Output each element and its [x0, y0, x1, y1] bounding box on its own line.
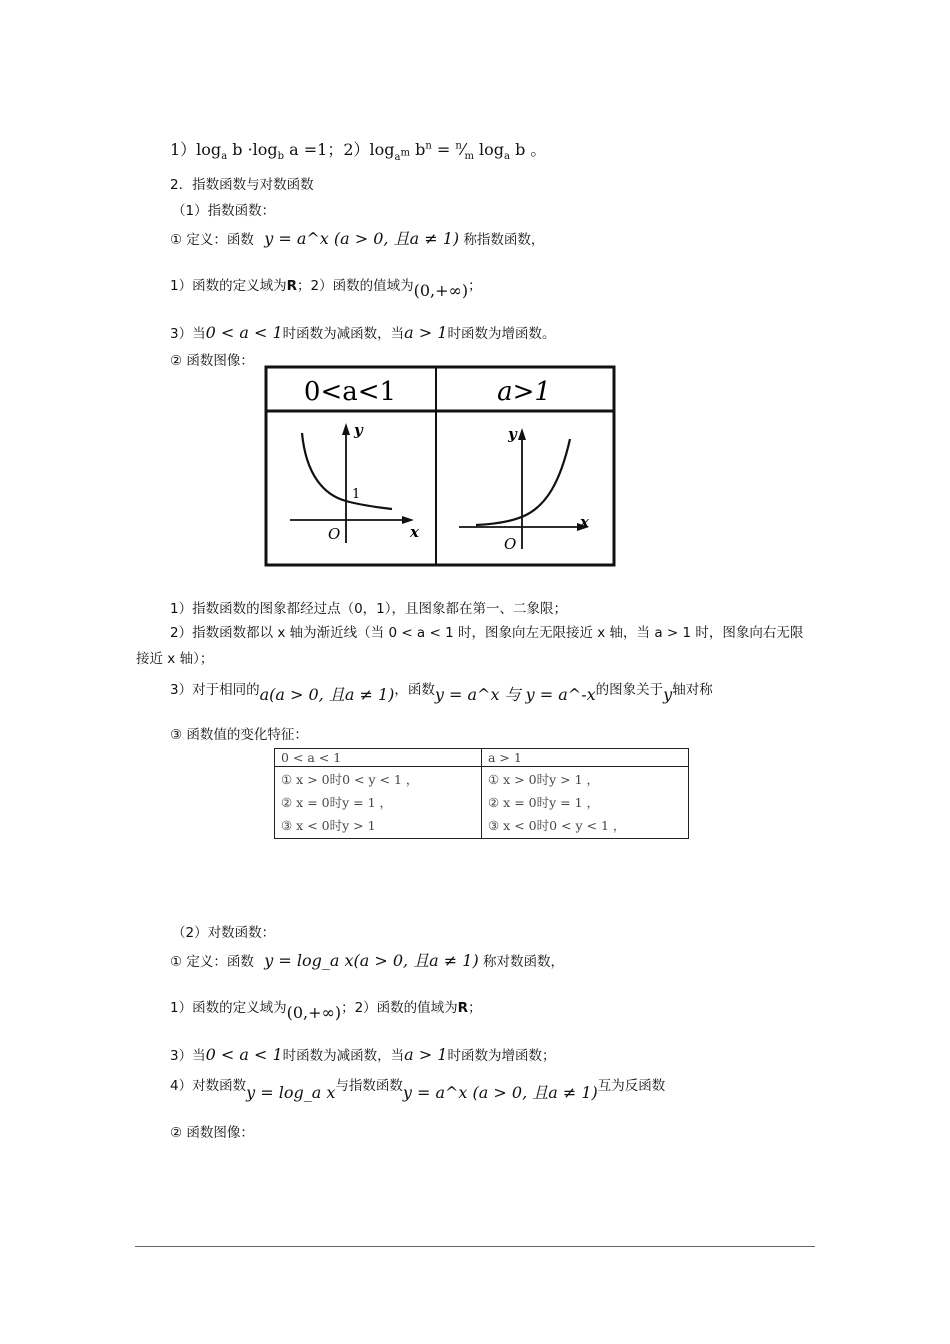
table-left-item: ① x > 0时0 < y < 1 ， [281, 772, 419, 787]
log-mono-d: a > 1 [404, 1045, 448, 1064]
graph-head-left: 0<a<1 [303, 377, 397, 407]
exp-domain-label: 1）函数的定义域为 [170, 278, 287, 294]
table-row [275, 767, 689, 839]
exp-domain-range [170, 276, 482, 300]
exp-definition [170, 230, 544, 249]
prop3-f: y [663, 685, 673, 704]
log-domain-range [170, 998, 482, 1022]
left-y-label: y [354, 421, 363, 439]
right-y-label: y [508, 425, 517, 443]
table-head-right: a > 1 [482, 749, 689, 767]
value-change-table [274, 748, 689, 839]
table-right-item: ① x > 0时y > 1 ， [488, 772, 600, 787]
footer-rule [135, 1246, 815, 1247]
left-one-label: 1 [352, 487, 361, 502]
right-x-label: x [580, 513, 589, 531]
log-domain-label: 1）函数的定义域为 [170, 1000, 287, 1016]
exp-domain-value: R [286, 278, 297, 294]
log-graph-title: ② 函数图像： [170, 1125, 254, 1141]
log-domain-value: (0,+∞) [286, 1003, 342, 1022]
log-range-value: R [457, 1000, 469, 1016]
exp-def-label: ① 定义：函数 [170, 232, 254, 248]
log-mono-a: 3）当 [170, 1048, 206, 1064]
log-inv-a: 4）对数函数 [170, 1078, 247, 1094]
exp-mono-a: 3）当 [170, 326, 206, 342]
log-inverse [170, 1076, 666, 1102]
left-x-label: x [410, 523, 419, 541]
exp-property-1: 1）指数函数的图象都经过点（0，1），且图象都在第一、二象限； [170, 601, 568, 617]
log-identities-text: $1)\log_a$ $b \cdot\log_b$ a =1；$2)\log_{a^m}$ $b^n$ = $^n⁄_m$ $\log_a b$ 。 [170, 140, 547, 163]
log-identities-line [170, 138, 546, 167]
prop3-d: y = a^x 与 y = a^-x [434, 685, 596, 704]
log-inv-e: 互为反函数 [597, 1078, 666, 1094]
log-def-label: ① 定义：函数 [170, 954, 254, 970]
table-head-left: 0 < a < 1 [275, 749, 482, 767]
exp-function-graph [264, 365, 616, 567]
exp-def-formula: y = a^x (a > 0, 且a ≠ 1) [264, 229, 460, 248]
log-mono-b: 0 < a < 1 [205, 1045, 283, 1064]
prop3-c: ，函数 [394, 682, 435, 698]
log-inv-d: y = a^x (a > 0, 且a ≠ 1) [402, 1083, 598, 1102]
exp-range-label: ；2）函数的值域为 [297, 278, 414, 294]
log-inv-b: y = log_a x [246, 1083, 336, 1102]
left-origin-label: O [328, 525, 341, 543]
prop3-b: a(a > 0, 且a ≠ 1) [259, 685, 395, 704]
subsection-exp-title: （1）指数函数： [172, 203, 276, 219]
exp-range-end: ； [468, 278, 482, 294]
exp-mono-b: 0 < a < 1 [205, 323, 283, 342]
log-inv-c: 与指数函数 [335, 1078, 403, 1094]
subsection-log-title: （2）对数函数： [172, 925, 276, 941]
exp-property-2: 2）指数函数都以 x 轴为渐近线（当 0 < a < 1 时，图象向左无限接近 x 轴，当 a > 1 时，图象向右无限接近 x 轴）； [136, 625, 804, 667]
section-2-title: 2．指数函数与对数函数 [170, 177, 314, 193]
exp-def-tail: 称指数函数， [463, 232, 545, 248]
log-mono-e: 时函数为增函数； [447, 1048, 556, 1064]
table-right-item: ② x = 0时y = 1 ， [488, 795, 600, 810]
table-cell-left [275, 767, 482, 839]
table-left-item: ③ x < 0时y > 1 [281, 818, 376, 833]
table-left-item: ② x = 0时y = 1 ， [281, 795, 393, 810]
log-def-tail: 称对数函数， [483, 954, 565, 970]
right-origin-label: O [504, 535, 517, 553]
exp-monotonic [170, 324, 555, 343]
log-range-label: ；2）函数的值域为 [341, 1000, 458, 1016]
log-monotonic [170, 1046, 555, 1065]
change-title: ③ 函数值的变化特征： [170, 727, 308, 743]
exp-mono-c: 时函数为减函数，当 [282, 326, 405, 342]
prop3-a: 3）对于相同的 [170, 682, 260, 698]
graph-head-right: a>1 [497, 377, 551, 407]
log-mono-c: 时函数为减函数，当 [282, 1048, 405, 1064]
table-right-item: ③ x < 0时0 < y < 1 ， [488, 818, 626, 833]
log-range-end: ； [468, 1000, 482, 1016]
log-definition [170, 952, 564, 971]
exp-range-value: (0,+∞) [413, 281, 469, 300]
prop3-e: 的图象关于 [595, 682, 664, 698]
exp-property-3 [170, 680, 713, 704]
exp-mono-d: a > 1 [404, 323, 448, 342]
log-def-formula: y = log_a x(a > 0, 且a ≠ 1) [264, 951, 479, 970]
table-cell-right [482, 767, 689, 839]
exp-mono-e: 时函数为增函数。 [447, 326, 556, 342]
exp-graph-title: ② 函数图像： [170, 353, 254, 369]
prop3-g: 轴对称 [672, 682, 713, 698]
table-header-row [275, 749, 689, 767]
